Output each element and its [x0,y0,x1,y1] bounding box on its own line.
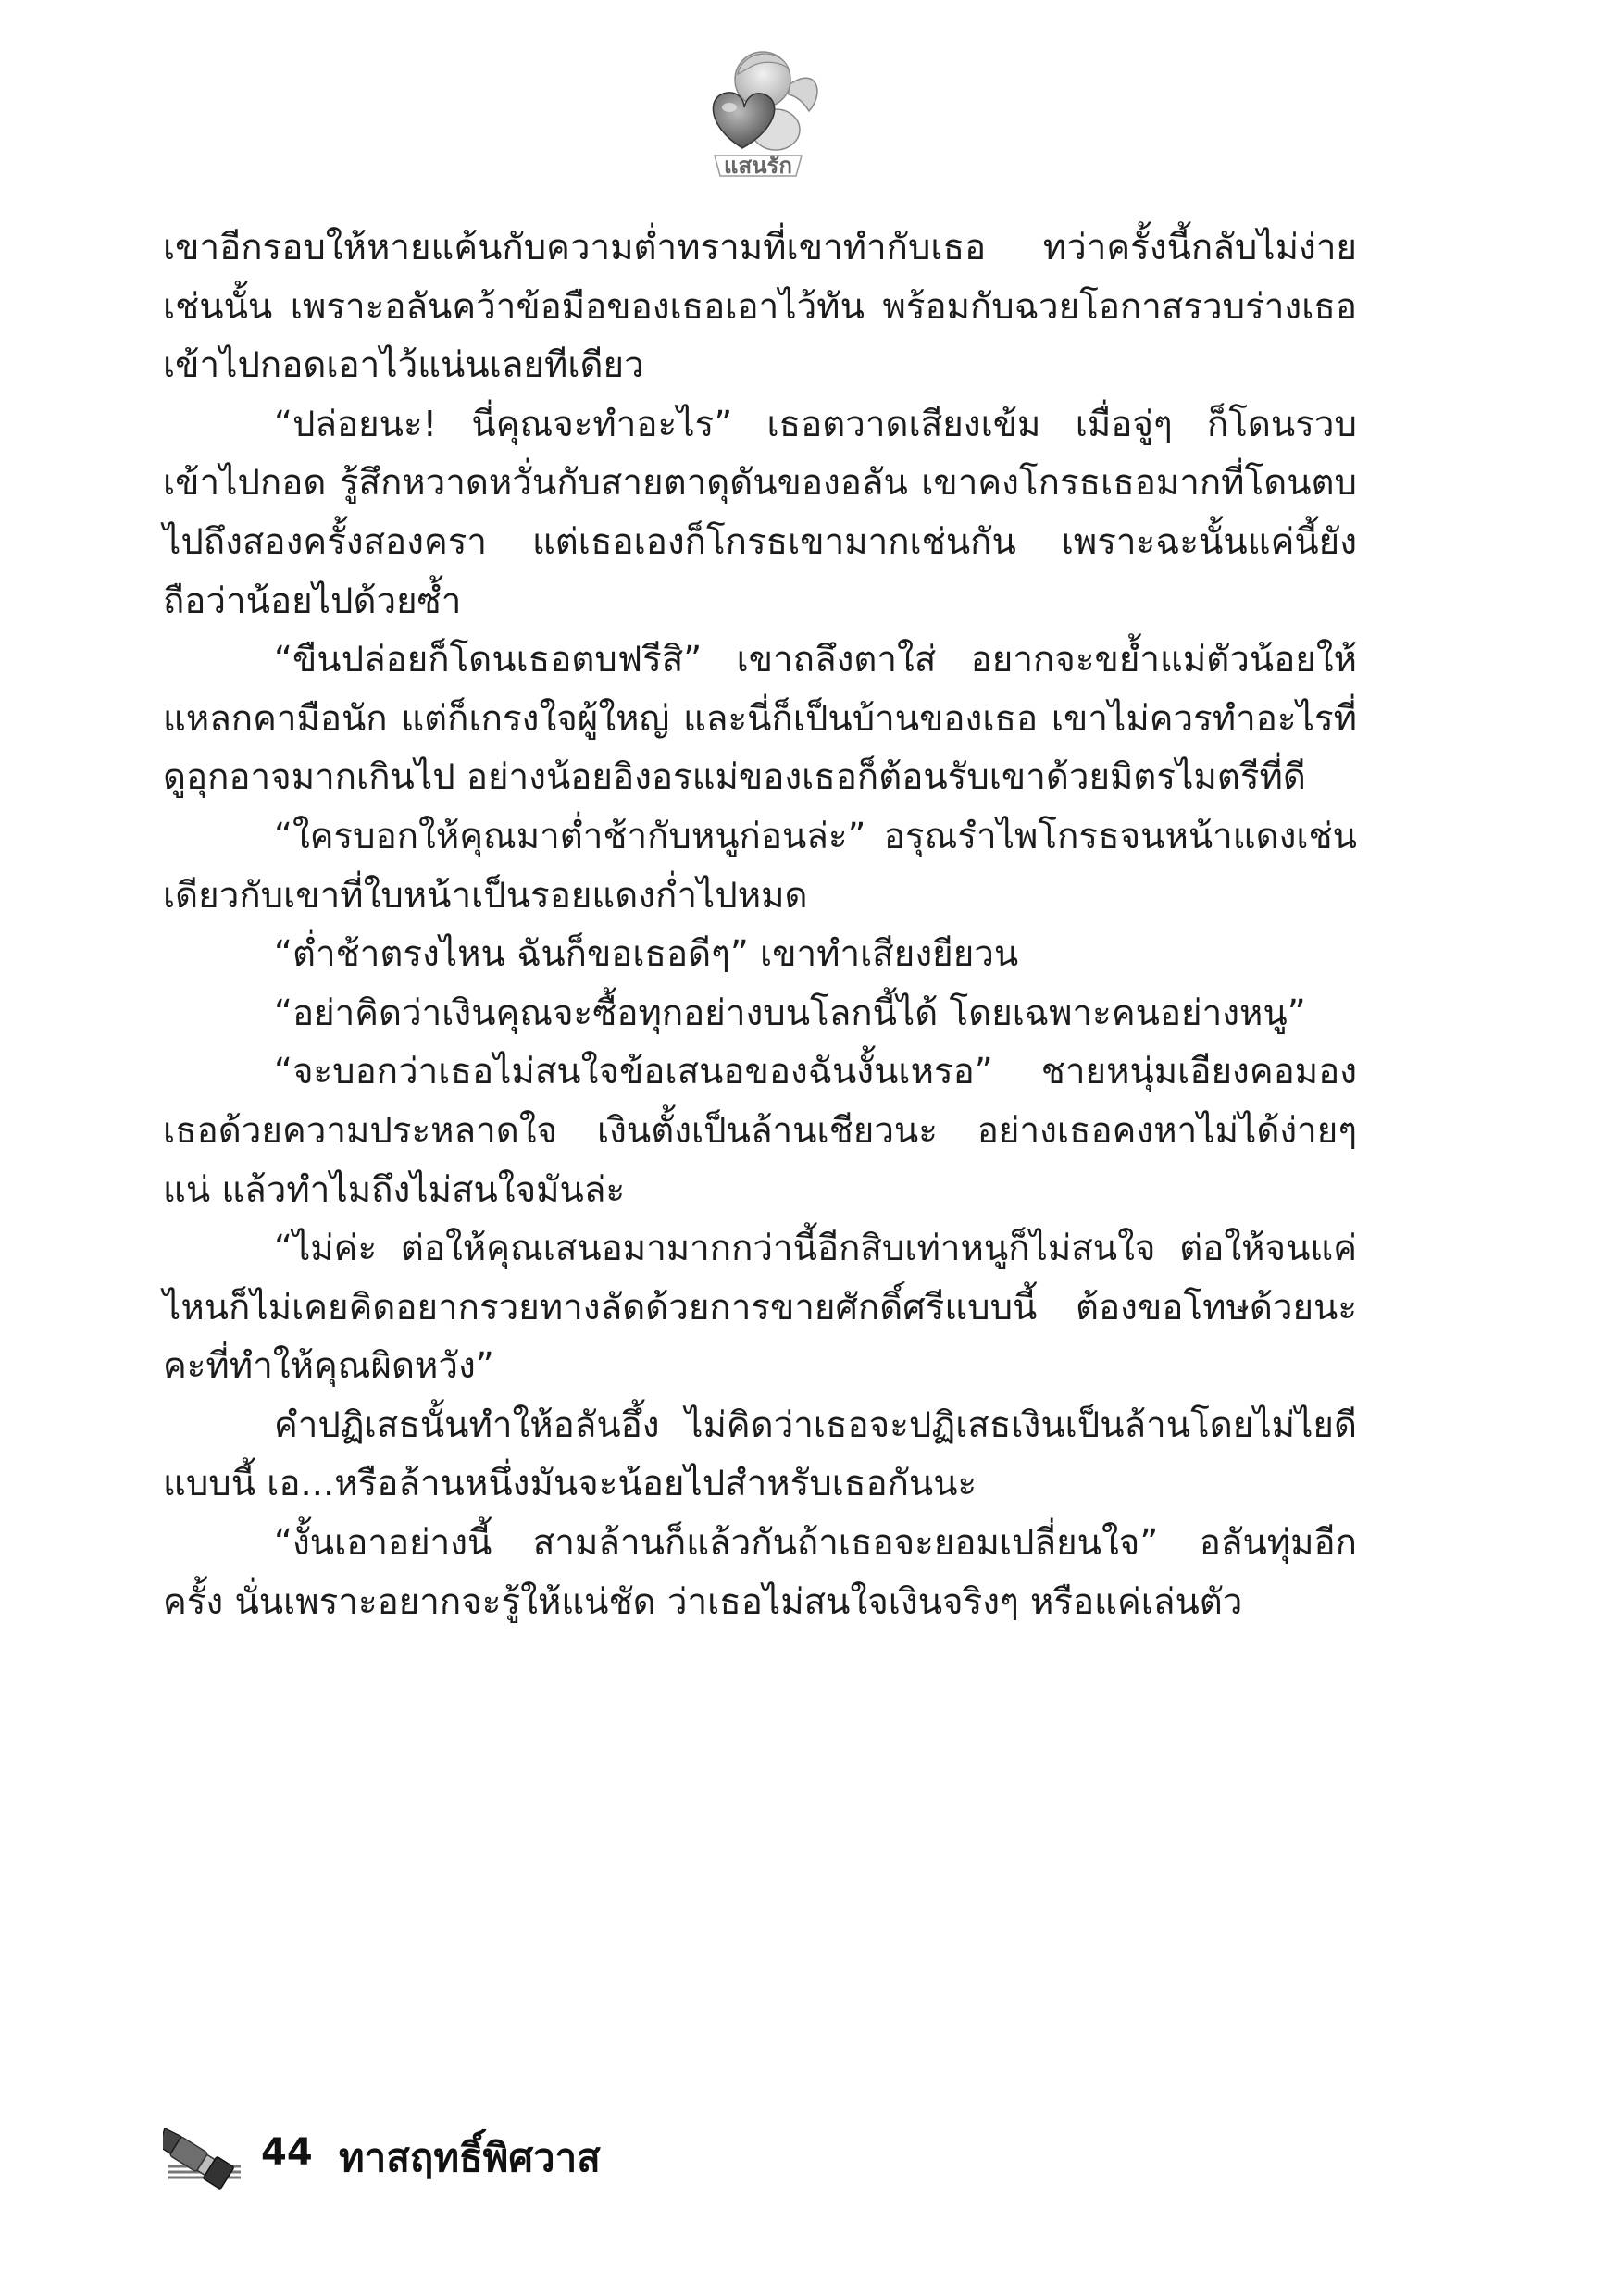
paragraph: “งั้นเอาอย่างนี้ สามล้านก็แล้วกันถ้าเธอจะยอมเปลี่ยนใจ” อลันทุ่มอีกครั้ง นั่นเพราะอยากจะรู้ให้แน่ชัด ว่าเธอไม่สนใจเงินจริงๆ หรือแค่เล่นตัว [163,1522,1357,1623]
paragraph: “ใครบอกให้คุณมาต่ำช้ากับหนูก่อนล่ะ” อรุณรำไพโกรธจนหน้าแดงเช่นเดียวกับเขาที่ใบหน้าเป็นรอยแดงก่ำไปหมด [163,815,1357,917]
page-number: 44 [261,2131,313,2174]
cupid-heart-logo [687,37,826,183]
logo-text: แสนรัก [724,153,792,179]
paragraph: “อย่าคิดว่าเงินคุณจะซื้อทุกอย่างบนโลกนี้ได้ โดยเฉพาะคนอย่างหนู” [274,992,1306,1034]
paragraph: “ต่ำช้าตรงไหน ฉันก็ขอเธอดีๆ” เขาทำเสียงยียวน [274,933,1019,976]
paragraph: “ขืนปล่อยก็โดนเธอตบฟรีสิ” เขาถลึงตาใส่ อยากจะขย้ำแม่ตัวน้อยให้แหลกคามือนัก แต่ก็เกรงใจผู้ใหญ่ และนี่ก็เป็นบ้านของเธอ เขาไม่ควรทำอะไรที่ดูอุกอาจมากเกินไป อย่างน้อยอิงอรแม่ของเธอก็ต้อนรับเขาด้วยมิตรไมตรีที่ดี [163,639,1357,799]
page-footer [163,2113,903,2196]
paragraph: “ปล่อยนะ! นี่คุณจะทำอะไร” เธอตวาดเสียงเข้ม เมื่อจู่ๆ ก็โดนรวบเข้าไปกอด รู้สึกหวาดหวั่นกับสายตาดุดันของอลัน เขาคงโกรธเธอมากที่โดนตบไปถึงสองครั้งสองครา แต่เธอเองก็โกรธเขามากเช่นกัน เพราะฉะนั้นแค่นี้ยังถือว่าน้อยไปด้วยซ้ำ [163,403,1357,622]
lipstick-icon [163,2113,248,2194]
chapter-body-text [163,218,1357,1631]
paragraph: “ไม่ค่ะ ต่อให้คุณเสนอมามากกว่านี้อีกสิบเท่าหนูก็ไม่สนใจ ต่อให้จนแค่ไหนก็ไม่เคยคิดอยากรวยทางลัดด้วยการขายศักดิ์ศรีแบบนี้ ต้องขอโทษด้วยนะคะที่ทำให้คุณผิดหวัง” [163,1228,1357,1388]
paragraph: “จะบอกว่าเธอไม่สนใจข้อเสนอของฉันงั้นเหรอ” ชายหนุ่มเอียงคอมองเธอด้วยความประหลาดใจ เงินตั้งเป็นล้านเชียวนะ อย่างเธอคงหาไม่ได้ง่ายๆ แน่ แล้วทำไมถึงไม่สนใจมันล่ะ [163,1051,1357,1211]
book-title: ทาสฤทธิ์พิศวาส [339,2135,601,2180]
paragraph: คำปฏิเสธนั้นทำให้อลันอึ้ง ไม่คิดว่าเธอจะปฏิเสธเงินเป็นล้านโดยไม่ไยดีแบบนี้ เอ...หรือล้านหนึ่งมันจะน้อยไปสำหรับเธอกันนะ [163,1404,1357,1505]
paragraph: เขาอีกรอบให้หายแค้นกับความต่ำทรามที่เขาทำกับเธอ ทว่าครั้งนี้กลับไม่ง่ายเช่นนั้น เพราะอลันคว้าข้อมือของเธอเอาไว้ทัน พร้อมกับฉวยโอกาสรวบร่างเธอเข้าไปกอดเอาไว้แน่นเลยทีเดียว [163,227,1357,387]
